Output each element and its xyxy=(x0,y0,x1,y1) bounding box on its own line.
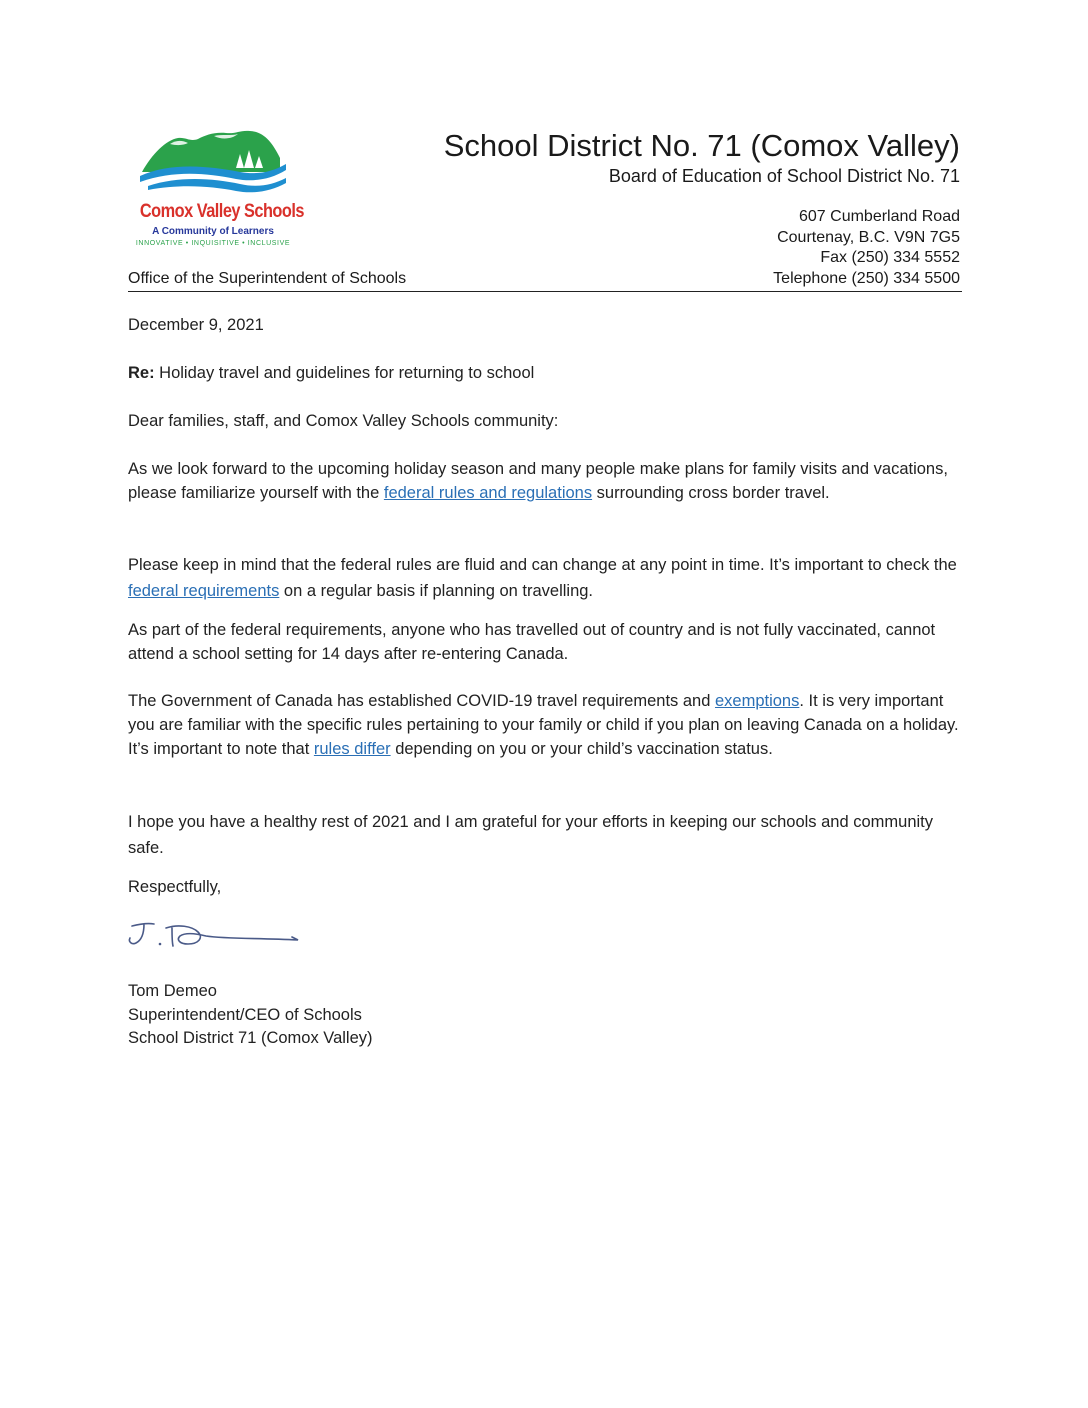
paragraph-4-text-a: The Government of Canada has established COVID-19 travel requirements and xyxy=(128,692,715,710)
signatory-title: Superintendent/CEO of Schools xyxy=(128,1006,362,1024)
letter-date: December 9, 2021 xyxy=(128,316,264,334)
address-line-2: Courtenay, B.C. V9N 7G5 xyxy=(777,229,960,246)
paragraph-3: As part of the federal requirements, anyone who has travelled out of country and is not fully vaccinated, cannot attend a school setting for 14 days after re-entering Canada. xyxy=(128,621,936,663)
district-logo xyxy=(128,128,304,254)
paragraph-4 xyxy=(128,689,968,761)
handwritten-signature xyxy=(126,918,302,952)
subject-line xyxy=(128,361,968,385)
mountain-river-logo-icon xyxy=(140,128,286,194)
fax-number: Fax (250) 334 5552 xyxy=(820,249,960,266)
paragraph-1 xyxy=(128,457,968,505)
paragraph-2-text-a: Please keep in mind that the federal rules are fluid and can change at any point in time. It’s important to check the xyxy=(128,556,957,574)
federal-rules-link[interactable]: federal rules and regulations xyxy=(383,484,593,502)
office-name: Office of the Superintendent of Schools xyxy=(128,270,407,287)
paragraph-1-text-b: surrounding cross border travel. xyxy=(592,484,830,502)
logo-name: Comox Valley Schools xyxy=(139,201,304,222)
signatory-name: Tom Demeo xyxy=(128,982,217,1000)
logo-values: INNOVATIVE • INQUISITIVE • INCLUSIVE xyxy=(135,240,291,247)
paragraph-4-text-b: . It is very important you are familiar with the specific rules pertaining to your family or child if you plan on leaving Canada on a holiday. It’s important to note that xyxy=(128,692,959,758)
exemptions-link[interactable]: exemptions xyxy=(714,692,800,710)
paragraph-2-text-b: on a regular basis if planning on travelling. xyxy=(279,582,594,600)
rules-differ-link[interactable]: rules differ xyxy=(313,740,391,758)
telephone-number: Telephone (250) 334 5500 xyxy=(773,270,960,287)
logo-tagline: A Community of Learners xyxy=(152,226,274,237)
paragraph-5: I hope you have a healthy rest of 2021 and I am grateful for your efforts in keeping our schools and community safe. xyxy=(128,813,934,857)
federal-requirements-link[interactable]: federal requirements xyxy=(128,582,280,600)
salutation: Dear families, staff, and Comox Valley Schools community: xyxy=(128,412,559,430)
paragraph-2 xyxy=(128,552,968,604)
subject-label: Re: xyxy=(128,364,155,382)
address-line-1: 607 Cumberland Road xyxy=(799,208,960,225)
header-divider xyxy=(128,291,962,292)
closing: Respectfully, xyxy=(128,878,222,896)
district-title: School District No. 71 (Comox Valley) xyxy=(443,128,960,163)
paragraph-4-text-c: depending on you or your child’s vaccination status. xyxy=(390,740,773,758)
subject-text: Holiday travel and guidelines for returning to school xyxy=(154,364,535,382)
signatory-organization: School District 71 (Comox Valley) xyxy=(128,1029,373,1047)
paragraph-1-text-a: As we look forward to the upcoming holiday season and many people make plans for family visits and vacations, please familiarize yourself with the xyxy=(128,460,948,502)
district-board: Board of Education of School District No. 71 xyxy=(608,166,960,186)
